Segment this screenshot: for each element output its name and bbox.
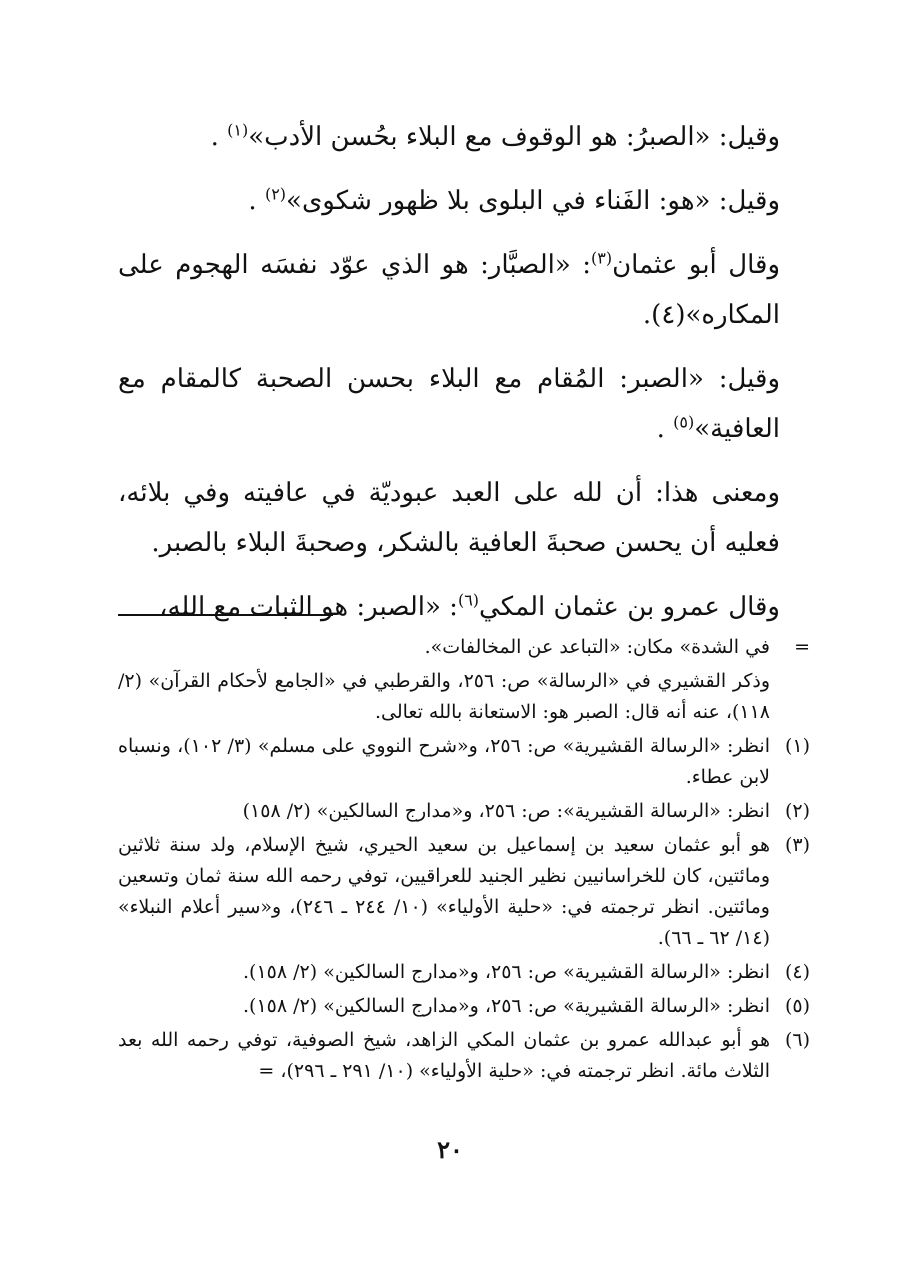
footnote-text: انظر: «الرسالة القشيرية» ص: ٢٥٦، و«مدارج السالكين» (٢/ ١٥٨). [243,961,770,983]
paragraph: وقيل: «هو: الفَناء في البلوى بلا ظهور شكوى»$^{(٢)}$ . [248,184,780,216]
note-ref[interactable]: (١) [227,120,249,140]
note-ref[interactable]: (٢) [264,184,287,204]
note-ref[interactable]: (٣) [590,248,613,268]
note-ref[interactable]: (٥) [673,412,695,432]
footnote-separator [118,614,333,616]
main-text [118,112,780,646]
footnote-text: وذكر القشيري في «الرسالة» ص: ٢٥٦، والقرطبي في «الجامع لأحكام القرآن» (٢/ ١١٨)، عنه أنه قال: الصبر هو: الاستعانة بالله تعالى. [118,670,770,723]
paragraph: وقال أبو عثمان$^{(٣)}$: «الصبَّار: هو الذي عوّد نفسَه الهجوم على المكاره»(٤). [118,248,780,330]
paragraph: وقيل: «الصبر: المُقام مع البلاء بحسن الصحبة كالمقام مع العافية»$^{(٥)}$ . [118,364,780,444]
footnote [118,796,810,827]
footnote-number: (٢) [784,800,810,822]
footnote-number: (١) [784,735,810,757]
footnotes [118,632,810,1090]
paragraph: وقال عمرو بن عثمان المكي$^{(٦)}$: «الصبر: هو الثبات مع الله، [159,590,780,622]
footnote-text: هو أبو عبدالله عمرو بن عثمان المكي الزاهد، شيخ الصوفية، توفي رحمه الله بعد الثلاث مائة. انظر ترجمته في: «حلية الأولياء» (١٠/ ٢٩١ ـ ٢٩٦)، = [118,1029,770,1082]
footnote-text: انظر: «الرسالة القشيرية»: ص: ٢٥٦، و«مدارج السالكين» (٢/ ١٥٨) [242,800,770,822]
footnote-number: (٣) [784,834,810,856]
footnote [118,991,810,1022]
footnote [118,1025,810,1087]
footnote-number: (٦) [784,1029,810,1051]
footnote [118,957,810,988]
footnote-text: في الشدة» مكان: «التباعد عن المخالفات». [424,636,770,658]
footnote-number: (٥) [784,995,810,1017]
paragraph: وقيل: «الصبرُ: هو الوقوف مع البلاء بحُسن الأدب»$^{(١)}$ . [210,120,780,152]
footnote [118,731,810,793]
footnote [118,830,810,954]
page-number: ٢٠ [437,1135,463,1164]
footnote-text: انظر: «الرسالة القشيرية» ص: ٢٥٦، و«مدارج السالكين» (٢/ ١٥٨). [243,995,770,1017]
footnote-text: هو أبو عثمان سعيد بن إسماعيل بن سعيد الحيري، شيخ الإسلام، ولد سنة ثلاثين ومائتين، كان للخراسانيين نظير الجنيد للعراقيين، توفي رحمه الله سنة ثمان وتسعين ومائتين. انظر ترجمته في: «حلية الأولياء» (١٠/ ٢٤٤ ـ ٢٤٦)، و«سير أعلام النبلاء» (١٤/ ٦٢ ـ ٦٦). [118,834,770,949]
footnote-text: انظر: «الرسالة القشيرية» ص: ٢٥٦، و«شرح النووي على مسلم» (٣/ ١٠٢)، ونسباه لابن عطاء. [118,735,770,788]
footnote [118,632,810,663]
footnote [118,666,810,728]
note-ref[interactable]: (٦) [457,590,480,610]
paragraph: ومعنى هذا: أن لله على العبد عبوديّة في عافيته وفي بلائه، فعليه أن يحسن صحبةَ العافية بالشكر، وصحبةَ البلاء بالصبر. [118,478,780,558]
footnote-number [770,666,810,728]
footnote-number: (٤) [784,961,810,983]
footnote-number: = [794,636,810,658]
